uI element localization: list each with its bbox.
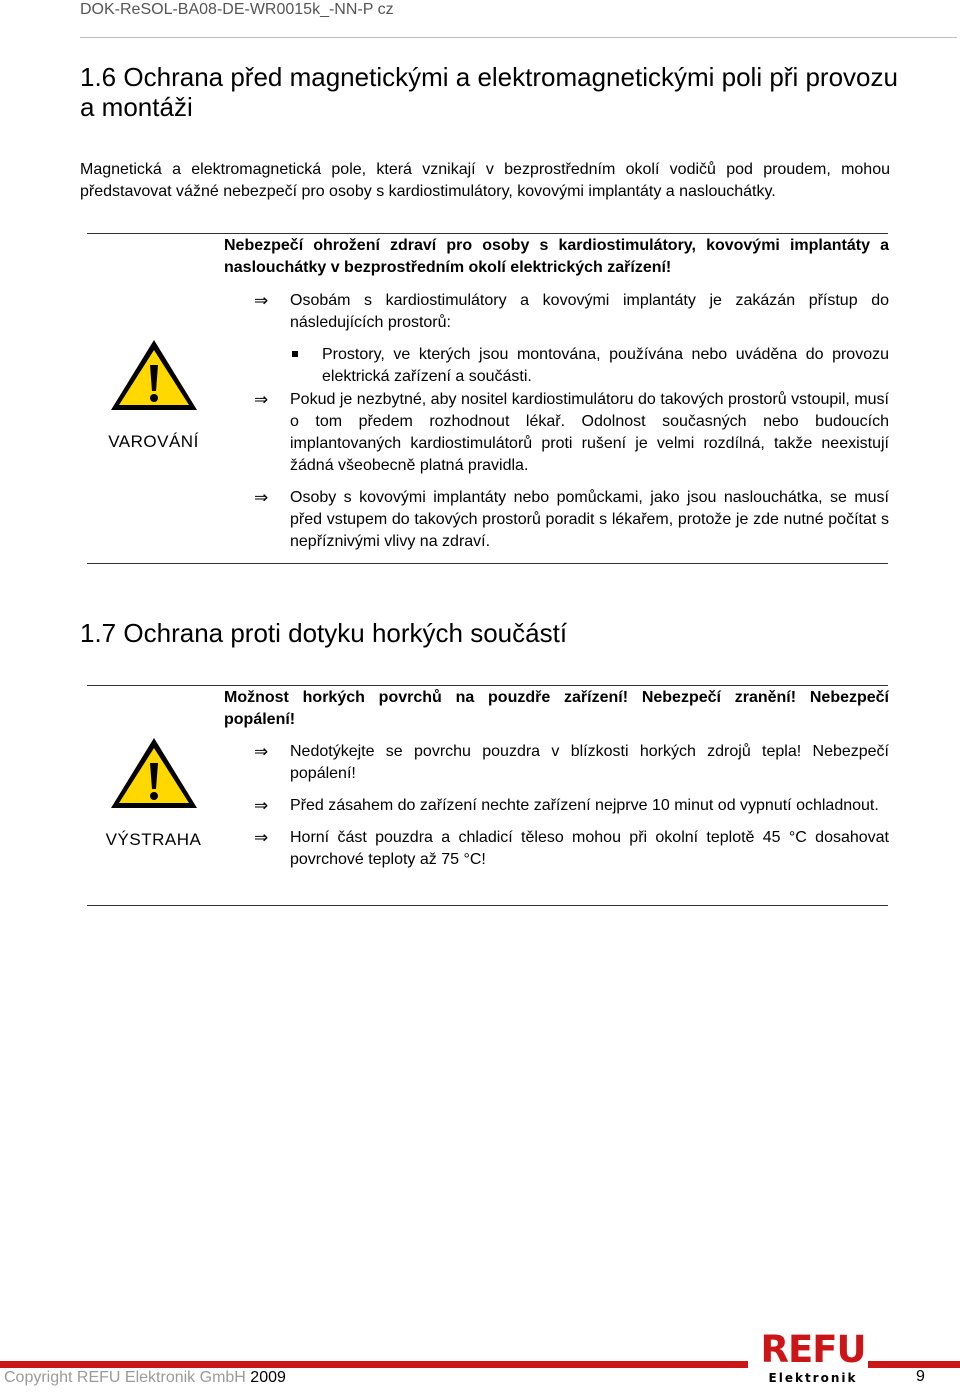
list-item [224, 741, 889, 785]
list-item [224, 795, 889, 817]
section-number: 1.6 [80, 62, 117, 92]
footer-red-bar-right [868, 1361, 960, 1368]
sub-list-item-text: Prostory, ve kterých jsou montována, používána nebo uváděna do provozu elektrická zařízení a součásti. [322, 346, 889, 385]
list-item-text: Horní část pouzdra a chladicí těleso mohou při okolní teplotě 45 °C dosahovat povrchové teploty až 75 °C! [290, 829, 889, 868]
warning-box-top-rule [87, 233, 888, 234]
logo-subtitle: Elektronik [768, 1371, 858, 1385]
header-divider [80, 37, 957, 38]
list-item-text: Nedotýkejte se povrchu pouzdra v blízkosti horkých zdrojů tepla! Nebezpečí popálení! [290, 743, 889, 782]
arrow-right-icon: ⇒ [254, 828, 269, 847]
document-id: DOK-ReSOL-BA08-DE-WR0015k_-NN-P cz [80, 1, 394, 18]
section-title-1-7 [80, 618, 567, 648]
list-item [224, 290, 889, 334]
arrow-right-icon: ⇒ [254, 488, 269, 507]
footer-copyright [4, 1369, 286, 1387]
warning-triangle-icon [108, 337, 200, 413]
list-item [224, 487, 889, 553]
list-item [224, 389, 889, 477]
warning-content [224, 235, 889, 553]
warning-lead: Nebezpečí ohrožení zdraví pro osoby s kardiostimulátory, kovovými implantáty a naslouchátky v bezprostředním okolí elektrických zařízení! [224, 237, 889, 276]
list-item-text: Osoby s kovovými implantáty nebo pomůckami, jako jsou naslouchátka, se musí před vstupem do takových prostorů poradit s lékařem, protože je zde nutné počítat s nepříznivými vlivy na zdraví. [290, 489, 889, 550]
caution-lead: Možnost horkých povrchů na pouzdře zařízení! Nebezpečí zranění! Nebezpečí popálení! [224, 689, 889, 728]
list-item-text: Pokud je nezbytné, aby nositel kardiostimulátoru do takových prostorů vstoupil, musí o tom předem rozhodnout lékař. Odolnost současných nebo budoucích implantovaných kardiostimulátorů proti rušení je velmi rozdílná, takže neexistují žádná všeobecně platná pravidla. [290, 391, 889, 474]
warning-triangle-icon [108, 735, 200, 811]
footer-red-bar [0, 1361, 748, 1368]
arrow-right-icon: ⇒ [254, 291, 269, 310]
intro-paragraph: Magnetická a elektromagnetická pole, která vznikají v bezprostředním okolí vodičů pod proudem, mohou představovat vážné nebezpečí pro osoby s kardiostimulátory, kovovými implantáty a naslouchátky. [80, 161, 890, 200]
sub-list-item [224, 344, 889, 388]
arrow-right-icon: ⇒ [254, 742, 269, 761]
logo-wordmark: REFU [760, 1328, 866, 1371]
arrow-right-icon: ⇒ [254, 796, 269, 815]
arrow-right-icon: ⇒ [254, 390, 269, 409]
section-number: 1.7 [80, 618, 117, 648]
warning-label: VAROVÁNÍ [108, 432, 199, 451]
section-title-1-6 [80, 62, 900, 122]
caution-symbol-block [87, 735, 220, 850]
list-item-text: Před zásahem do zařízení nechte zařízení nejprve 10 minut od vypnutí ochladnout. [290, 797, 879, 814]
caution-box-top-rule [87, 685, 888, 686]
copyright-text: Copyright REFU Elektronik GmbH [4, 1369, 246, 1386]
copyright-year: 2009 [250, 1369, 286, 1386]
list-item [224, 827, 889, 871]
refu-logo [760, 1328, 866, 1385]
caution-box-bottom-rule [87, 905, 888, 906]
warning-symbol-block [87, 337, 220, 452]
section-title-text: Ochrana před magnetickými a elektromagnetickými poli při provozu a montáži [80, 62, 898, 122]
caution-label: VÝSTRAHA [105, 830, 202, 849]
page-number: 9 [916, 1368, 925, 1385]
section-title-text: Ochrana proti dotyku horkých součástí [123, 618, 568, 648]
warning-box-bottom-rule [87, 563, 888, 564]
caution-content [224, 687, 889, 871]
list-item-text: Osobám s kardiostimulátory a kovovými implantáty je zakázán přístup do následujících prostorů: [290, 292, 889, 331]
square-bullet-icon [292, 351, 298, 357]
